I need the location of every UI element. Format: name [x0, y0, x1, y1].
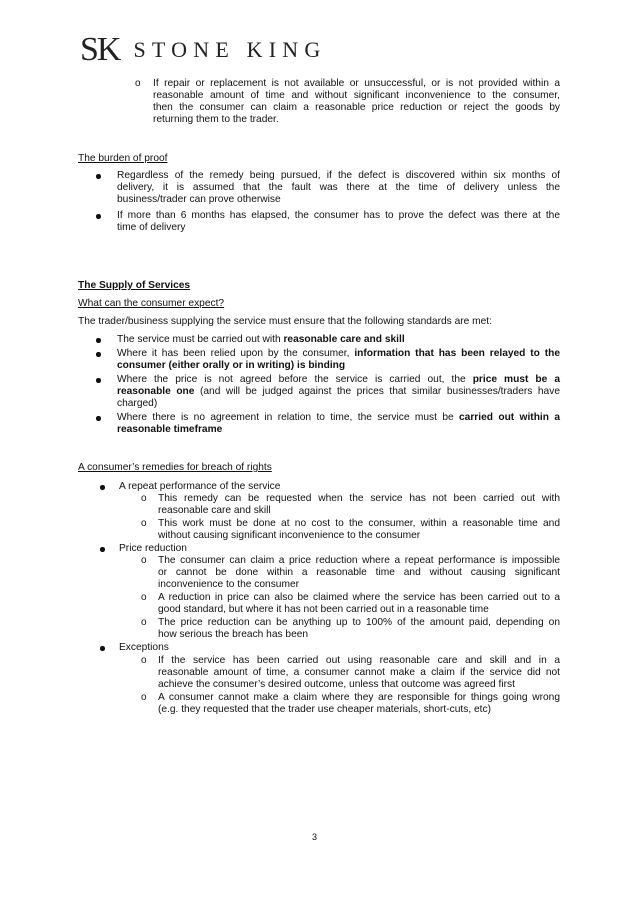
repeat-o2-line-2: without causing significant inconvenience to the consumer: [158, 530, 421, 541]
bullet-icon: [100, 485, 105, 490]
bullet-icon: [100, 547, 105, 552]
price-o1-line-2: or cannot be done within a reasonable time and without causing significant: [158, 567, 560, 578]
circle-bullet-icon: o: [141, 655, 147, 666]
bullet-icon: [100, 646, 105, 651]
burden-heading: The burden of proof: [78, 153, 168, 164]
price-o1-line-3: inconvenience to the consumer: [158, 579, 300, 590]
intro-line-3: then the consumer can claim a reasonable price reduction or reject the goods by: [153, 102, 560, 113]
bullet-icon: [96, 352, 101, 357]
intro-line-4: returning them to the trader.: [153, 114, 279, 125]
bullet-icon: [96, 174, 101, 179]
burden-b1-line-1: Regardless of the remedy being pursued, if the defect is discovered within six months of: [117, 170, 560, 181]
services-s2-line-2: consumer (either orally or in writing) is binding: [117, 360, 346, 371]
price-o1-line-1: The consumer can claim a price reduction where a repeat performance is impossible: [158, 555, 560, 566]
circle-bullet-icon: o: [141, 555, 147, 566]
price-o3-line-1: The price reduction can be anything up to 100% of the amount paid, depending on: [158, 617, 560, 628]
remedy-price-label: Price reduction: [119, 543, 187, 554]
remedies-heading: A consumer’s remedies for breach of rights: [78, 462, 272, 473]
page-number: 3: [312, 832, 318, 842]
services-intro: The trader/business supplying the service must ensure that the following standards are met:: [78, 316, 492, 327]
bullet-icon: [96, 214, 101, 219]
exceptions-o1-line-1: If the service has been carried out using reasonable care and skill and in a: [158, 655, 560, 666]
burden-b1-line-3: business/trader can prove otherwise: [117, 194, 281, 205]
burden-b2-line-2: time of delivery: [117, 222, 186, 233]
burden-b1-line-2: delivery, it is assumed that the fault was there at the time of delivery unless the: [117, 182, 560, 193]
repeat-o1-line-2: reasonable care and skill: [158, 505, 271, 516]
services-heading: The Supply of Services: [78, 280, 191, 291]
company-logo: [80, 28, 326, 72]
services-s2-line-1: Where it has been relied upon by the consumer, information that has been relayed to the: [117, 348, 560, 359]
services-s4-line-2: reasonable timeframe: [117, 424, 223, 435]
circle-bullet-icon: o: [135, 78, 141, 89]
services-subheading: What can the consumer expect?: [78, 298, 225, 309]
circle-bullet-icon: o: [141, 592, 147, 603]
bullet-icon: [96, 378, 101, 383]
services-s3-line-2: reasonable one (and will be judged against the prices that similar businesses/traders have: [117, 386, 560, 397]
exceptions-o1-line-2: reasonable amount of time, a consumer cannot make a claim if the service did not: [158, 667, 560, 678]
exceptions-o1-line-3: achieve the consumer’s desired outcome, unless that outcome was agreed first: [158, 679, 515, 690]
exceptions-o2-line-2: (e.g. they requested that the trader use cheaper materials, short-cuts, etc): [158, 704, 491, 715]
intro-line-2: reasonable amount of time and without significant inconvenience to the consumer,: [153, 90, 560, 101]
services-s4-line-1: Where there is no agreement in relation to time, the service must be carried out within a: [117, 412, 560, 423]
bullet-icon: [96, 338, 101, 343]
logo-wordmark: STONE KING: [133, 37, 327, 62]
circle-bullet-icon: o: [141, 518, 147, 529]
exceptions-o2-line-1: A consumer cannot make a claim where they are responsible for things going wrong: [158, 692, 560, 703]
remedy-repeat-label: A repeat performance of the service: [119, 481, 281, 492]
remedy-exceptions-label: Exceptions: [119, 642, 169, 653]
circle-bullet-icon: o: [141, 617, 147, 628]
intro-line-1: If repair or replacement is not available or unsuccessful, or is not provided within a: [153, 78, 560, 89]
services-s1: The service must be carried out with reasonable care and skill: [117, 334, 405, 345]
logo-monogram: SK: [80, 31, 120, 68]
price-o3-line-2: how serious the breach has been: [158, 629, 309, 640]
repeat-o2-line-1: This work must be done at no cost to the consumer, within a reasonable time and: [158, 518, 560, 529]
bullet-icon: [96, 416, 101, 421]
services-s3-line-3: charged): [117, 398, 158, 409]
services-s3-line-1: Where the price is not agreed before the service is carried out, the price must be a: [117, 374, 560, 385]
price-o2-line-1: A reduction in price can also be claimed where the service has been carried out to a: [158, 592, 560, 603]
price-o2-line-2: good standard, but where it has not been carried out in a reasonable time: [158, 604, 489, 615]
circle-bullet-icon: o: [141, 692, 147, 703]
circle-bullet-icon: o: [141, 493, 147, 504]
burden-b2-line-1: If more than 6 months has elapsed, the consumer has to prove the defect was there at the: [117, 210, 560, 221]
repeat-o1-line-1: This remedy can be requested when the service has not been carried out with: [158, 493, 560, 504]
